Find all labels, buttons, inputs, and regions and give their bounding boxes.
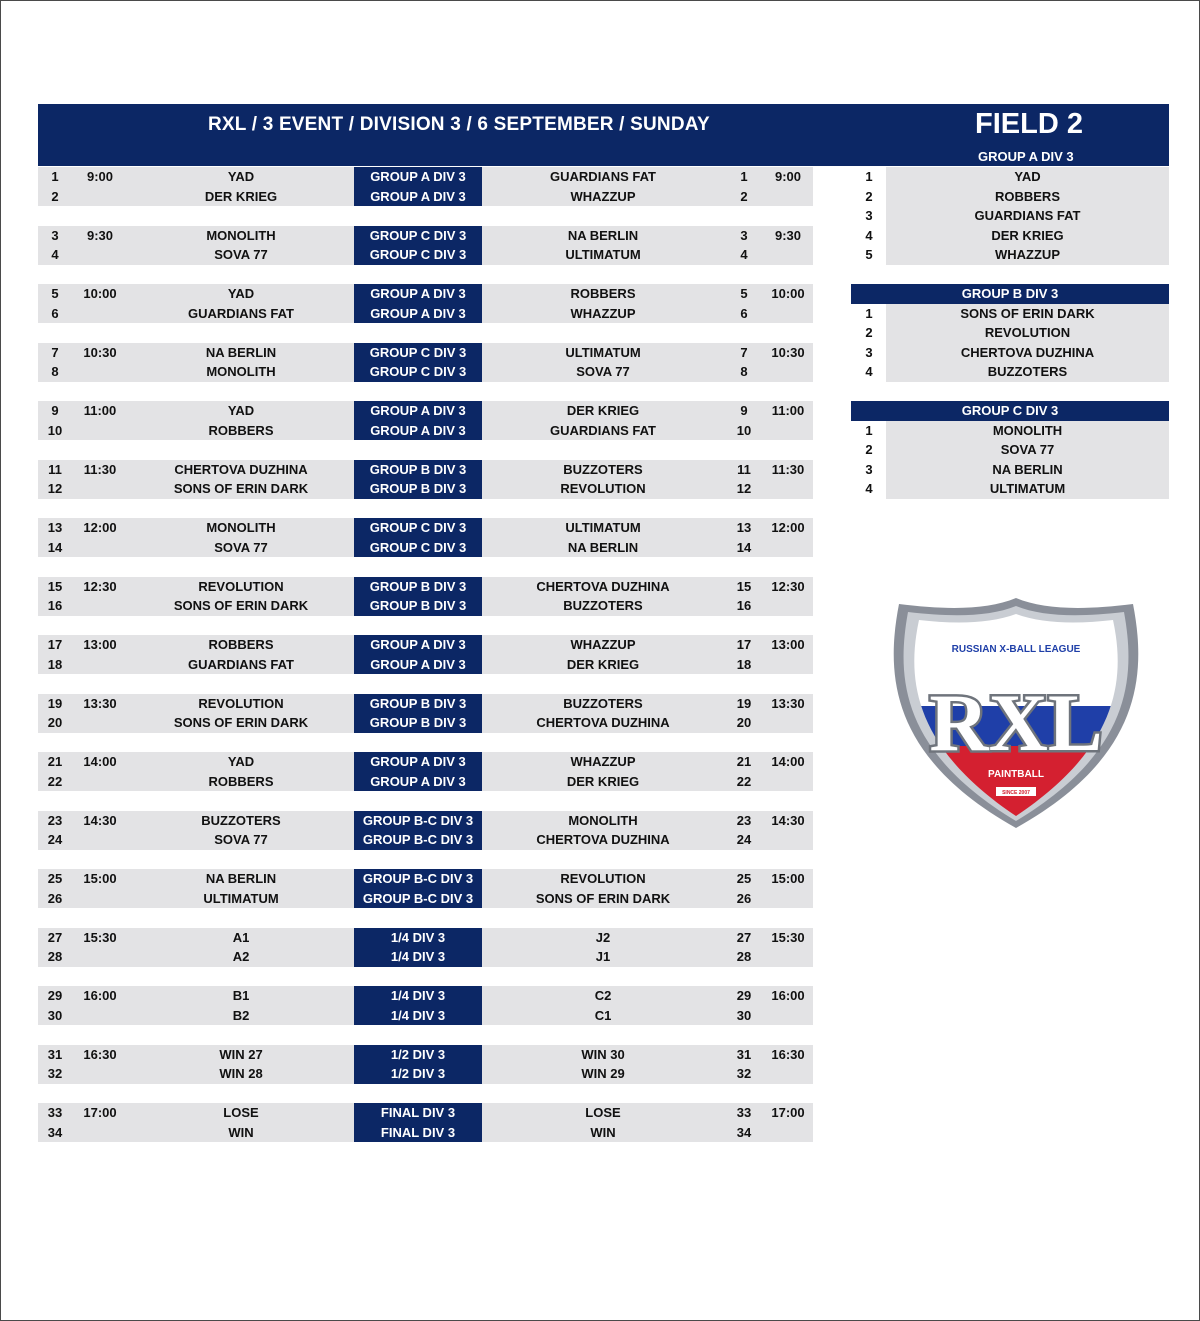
- schedule-header: [38, 104, 1169, 166]
- standing-team: SOVA 77: [886, 440, 1169, 460]
- team-left: GUARDIANS FAT: [188, 656, 294, 672]
- standing-team: WHAZZUP: [886, 245, 1169, 265]
- team-right: DER KRIEG: [566, 773, 640, 789]
- table-row: [38, 226, 813, 246]
- team-left: CHERTOVA DUZHINA: [174, 461, 308, 477]
- game-number-right: 6: [740, 305, 748, 321]
- group-label: GROUP A DIV 3: [354, 635, 482, 655]
- game-number: 2: [51, 188, 59, 204]
- table-row: [38, 538, 813, 558]
- game-time-right: 11:00: [771, 403, 805, 418]
- game-number-right: 4: [740, 247, 748, 262]
- standing-team: GUARDIANS FAT: [886, 206, 1169, 226]
- team-left: MONOLITH: [206, 227, 276, 243]
- game-number: 21: [47, 754, 63, 769]
- team-left: ROBBERS: [208, 422, 274, 438]
- standing-team: REVOLUTION: [886, 323, 1169, 343]
- list-item: [851, 362, 1169, 382]
- game-number-right: 10: [736, 422, 752, 438]
- team-right: DER KRIEG: [566, 656, 640, 672]
- logo-since-text: SINCE 2007: [1002, 790, 1030, 796]
- group-label: GROUP A DIV 3: [354, 304, 482, 324]
- team-left: SOVA 77: [214, 832, 268, 847]
- game-time: 12:00: [83, 520, 117, 535]
- group-c-header: GROUP C DIV 3: [851, 401, 1169, 421]
- standing-rank: 5: [865, 247, 873, 262]
- team-left: SOVA 77: [214, 539, 268, 555]
- team-left: YAD: [227, 754, 255, 769]
- game-time-right: 12:30: [771, 578, 805, 594]
- team-left: REVOLUTION: [198, 578, 284, 594]
- team-right: ROBBERS: [570, 286, 636, 301]
- game-number-right: 34: [736, 1124, 752, 1140]
- game-number-right: 18: [736, 656, 752, 672]
- game-number: 1: [51, 169, 59, 184]
- group-label: GROUP B DIV 3: [354, 479, 482, 499]
- group-label: GROUP B DIV 3: [354, 596, 482, 616]
- group-label: GROUP C DIV 3: [354, 538, 482, 558]
- team-left: LOSE: [223, 1105, 259, 1120]
- game-number-right: 22: [736, 773, 752, 789]
- game-number: 17: [47, 637, 63, 652]
- list-item: [851, 304, 1169, 324]
- group-label: GROUP C DIV 3: [354, 518, 482, 538]
- group-label: GROUP A DIV 3: [354, 421, 482, 441]
- team-right: CHERTOVA DUZHINA: [536, 715, 670, 730]
- game-time-right: 10:30: [771, 344, 805, 360]
- team-left: ROBBERS: [208, 773, 274, 789]
- team-left: NA BERLIN: [205, 871, 277, 886]
- table-row: [38, 1123, 813, 1143]
- team-left: B2: [232, 1007, 250, 1023]
- table-row: [38, 694, 813, 714]
- group-label: GROUP B-C DIV 3: [354, 889, 482, 909]
- game-time: 11:00: [83, 403, 117, 418]
- group-label: GROUP C DIV 3: [354, 245, 482, 265]
- table-row: [38, 1045, 813, 1065]
- game-number: 8: [51, 364, 59, 379]
- list-item: [851, 323, 1169, 343]
- team-left: REVOLUTION: [198, 695, 284, 711]
- game-time-right: 13:00: [771, 637, 805, 652]
- game-time: 17:00: [83, 1105, 117, 1120]
- game-number: 7: [51, 344, 59, 360]
- game-time-right: 15:00: [771, 871, 805, 886]
- group-label: GROUP C DIV 3: [354, 362, 482, 382]
- standing-rank: 1: [865, 169, 873, 184]
- group-label: FINAL DIV 3: [354, 1123, 482, 1143]
- game-number-right: 25: [736, 871, 752, 886]
- team-left: WIN: [228, 1124, 254, 1140]
- game-time: 13:00: [83, 637, 117, 652]
- table-row: [38, 1103, 813, 1123]
- game-number-right: 16: [736, 598, 752, 613]
- table-row: [38, 947, 813, 967]
- standing-rank: 3: [865, 208, 873, 223]
- table-row: [38, 635, 813, 655]
- game-number: 12: [47, 481, 63, 496]
- group-label: GROUP B-C DIV 3: [354, 811, 482, 831]
- table-row: [38, 1006, 813, 1026]
- team-left: GUARDIANS FAT: [188, 305, 294, 321]
- game-time: 15:00: [83, 871, 117, 886]
- table-row: [38, 401, 813, 421]
- game-time-right: 11:30: [771, 461, 805, 477]
- table-row: [38, 596, 813, 616]
- game-number-right: 23: [736, 812, 752, 828]
- game-number-right: 3: [740, 227, 748, 243]
- table-row: [38, 421, 813, 441]
- game-time-right: 17:00: [771, 1105, 805, 1120]
- table-row: [38, 986, 813, 1006]
- standing-team: BUZZOTERS: [886, 362, 1169, 382]
- standing-team: ROBBERS: [886, 187, 1169, 207]
- group-label: GROUP B DIV 3: [354, 577, 482, 597]
- table-row: [38, 460, 813, 480]
- team-right: MONOLITH: [568, 812, 638, 828]
- team-right: WHAZZUP: [570, 754, 636, 769]
- game-number: 26: [47, 890, 63, 906]
- team-left: B1: [232, 988, 250, 1003]
- game-time: 12:30: [83, 578, 117, 594]
- game-number: 32: [47, 1066, 63, 1081]
- game-number-right: 21: [736, 754, 752, 769]
- game-number: 4: [51, 247, 59, 262]
- group-a-header: GROUP A DIV 3: [978, 149, 1074, 164]
- game-time-right: 15:30: [771, 929, 805, 945]
- game-time-right: 10:00: [771, 286, 805, 301]
- game-number: 33: [47, 1105, 63, 1120]
- table-row: [38, 284, 813, 304]
- game-number-right: 5: [740, 286, 748, 301]
- group-label: 1/2 DIV 3: [354, 1045, 482, 1065]
- game-number: 19: [47, 695, 63, 711]
- game-number: 23: [47, 812, 63, 828]
- list-item: [851, 245, 1169, 265]
- standing-rank: 4: [865, 364, 873, 379]
- game-number-right: 28: [736, 949, 752, 964]
- rxl-logo: [893, 596, 1139, 828]
- game-time-right: 16:00: [771, 988, 805, 1003]
- table-row: [38, 1064, 813, 1084]
- game-number-right: 24: [736, 832, 752, 847]
- game-time-right: 9:30: [774, 227, 802, 243]
- game-number: 24: [47, 832, 63, 847]
- group-label: GROUP B-C DIV 3: [354, 830, 482, 850]
- table-row: [38, 245, 813, 265]
- game-time-right: 9:00: [774, 169, 802, 184]
- team-left: SONS OF ERIN DARK: [173, 598, 309, 613]
- game-time: 14:30: [83, 812, 117, 828]
- group-label: 1/2 DIV 3: [354, 1064, 482, 1084]
- team-right: REVOLUTION: [560, 481, 646, 496]
- group-label: GROUP A DIV 3: [354, 187, 482, 207]
- standing-team: NA BERLIN: [886, 460, 1169, 480]
- game-number-right: 26: [736, 890, 752, 906]
- team-right: GUARDIANS FAT: [550, 169, 656, 184]
- team-left: SONS OF ERIN DARK: [173, 481, 309, 496]
- game-number-right: 30: [736, 1007, 752, 1023]
- game-number: 11: [48, 461, 62, 477]
- game-number: 30: [47, 1007, 63, 1023]
- game-time: 13:30: [83, 695, 117, 711]
- group-label: GROUP B DIV 3: [354, 713, 482, 733]
- standing-rank: 2: [865, 442, 873, 457]
- team-left: NA BERLIN: [205, 344, 277, 360]
- team-right: NA BERLIN: [567, 227, 639, 243]
- team-right: BUZZOTERS: [563, 598, 643, 613]
- standing-rank: 2: [865, 188, 873, 204]
- game-number: 10: [47, 422, 63, 438]
- game-number: 20: [47, 715, 63, 730]
- group-label: GROUP A DIV 3: [354, 284, 482, 304]
- team-left: ROBBERS: [208, 637, 274, 652]
- game-number-right: 11: [737, 461, 751, 477]
- team-right: WHAZZUP: [570, 637, 636, 652]
- game-time: 11:30: [83, 461, 117, 477]
- group-label: GROUP A DIV 3: [354, 752, 482, 772]
- team-right: ULTIMATUM: [565, 247, 641, 262]
- group-label: 1/4 DIV 3: [354, 1006, 482, 1026]
- game-number: 29: [47, 988, 63, 1003]
- table-row: [38, 518, 813, 538]
- team-left: YAD: [227, 169, 255, 184]
- group-label: GROUP C DIV 3: [354, 226, 482, 246]
- team-right: WIN 30: [581, 1046, 625, 1062]
- standing-team: CHERTOVA DUZHINA: [886, 343, 1169, 363]
- game-number: 28: [47, 949, 63, 964]
- team-right: SOVA 77: [576, 364, 630, 379]
- game-number-right: 8: [740, 364, 748, 379]
- game-number-right: 14: [736, 539, 752, 555]
- game-number: 15: [47, 578, 63, 594]
- game-number: 6: [51, 305, 59, 321]
- group-label: 1/4 DIV 3: [354, 947, 482, 967]
- game-time-right: 14:30: [771, 812, 805, 828]
- team-left: WIN 28: [219, 1066, 263, 1081]
- group-label: FINAL DIV 3: [354, 1103, 482, 1123]
- game-number-right: 29: [736, 988, 752, 1003]
- team-right: WHAZZUP: [570, 305, 636, 321]
- group-label: GROUP A DIV 3: [354, 772, 482, 792]
- game-number-right: 13: [736, 520, 752, 535]
- team-right: J2: [595, 929, 611, 945]
- table-row: [38, 752, 813, 772]
- game-number-right: 2: [740, 188, 748, 204]
- team-right: CHERTOVA DUZHINA: [536, 578, 670, 594]
- list-item: [851, 187, 1169, 207]
- game-number: 25: [47, 871, 63, 886]
- list-item: [851, 343, 1169, 363]
- logo-top-text: RUSSIAN X-BALL LEAGUE: [951, 644, 1081, 655]
- game-number: 18: [47, 656, 63, 672]
- team-right: CHERTOVA DUZHINA: [536, 832, 670, 847]
- team-left: DER KRIEG: [204, 188, 278, 204]
- game-time: 10:00: [83, 286, 117, 301]
- table-row: [38, 889, 813, 909]
- game-number: 3: [51, 227, 59, 243]
- logo-bottom-text: PAINTBALL: [988, 769, 1044, 780]
- standing-team: MONOLITH: [886, 421, 1169, 441]
- group-label: GROUP A DIV 3: [354, 655, 482, 675]
- team-right: SONS OF ERIN DARK: [535, 890, 671, 906]
- team-right: J1: [595, 949, 611, 964]
- table-row: [38, 811, 813, 831]
- game-time: 10:30: [83, 344, 117, 360]
- game-number-right: 9: [740, 403, 748, 418]
- table-row: [38, 577, 813, 597]
- table-row: [38, 655, 813, 675]
- game-number: 34: [47, 1124, 63, 1140]
- table-row: [38, 928, 813, 948]
- game-time: 16:00: [83, 988, 117, 1003]
- group-label: GROUP C DIV 3: [354, 343, 482, 363]
- team-left: BUZZOTERS: [201, 812, 281, 828]
- table-row: [38, 167, 813, 187]
- team-right: C1: [594, 1007, 612, 1023]
- team-right: WHAZZUP: [570, 188, 636, 204]
- page-title: RXL / 3 EVENT / DIVISION 3 / 6 SEPTEMBER / SUNDAY: [208, 114, 710, 135]
- standing-rank: 2: [865, 325, 873, 340]
- table-row: [38, 772, 813, 792]
- team-left: SOVA 77: [214, 247, 268, 262]
- game-number-right: 33: [736, 1105, 752, 1120]
- game-number: 27: [47, 929, 63, 945]
- list-item: [851, 479, 1169, 499]
- table-row: [38, 187, 813, 207]
- team-left: A2: [232, 949, 250, 964]
- team-left: MONOLITH: [206, 364, 276, 379]
- standing-team: YAD: [886, 167, 1169, 187]
- team-left: YAD: [227, 286, 255, 301]
- group-label: 1/4 DIV 3: [354, 928, 482, 948]
- list-item: [851, 440, 1169, 460]
- team-left: ULTIMATUM: [203, 890, 279, 906]
- game-number: 16: [47, 598, 63, 613]
- game-time: 9:00: [86, 169, 114, 184]
- team-right: LOSE: [585, 1105, 621, 1120]
- game-number: 13: [47, 520, 63, 535]
- team-right: BUZZOTERS: [563, 695, 643, 711]
- standing-rank: 3: [865, 461, 873, 477]
- game-number-right: 27: [736, 929, 752, 945]
- team-right: ULTIMATUM: [565, 520, 641, 535]
- team-right: WIN: [590, 1124, 616, 1140]
- game-time: 16:30: [83, 1046, 117, 1062]
- group-label: GROUP B-C DIV 3: [354, 869, 482, 889]
- team-left: SONS OF ERIN DARK: [173, 715, 309, 730]
- game-number: 9: [51, 403, 59, 418]
- game-number-right: 1: [740, 169, 748, 184]
- table-row: [38, 479, 813, 499]
- game-number-right: 31: [736, 1046, 752, 1062]
- list-item: [851, 206, 1169, 226]
- team-left: YAD: [227, 403, 255, 418]
- game-time-right: 16:30: [771, 1046, 805, 1062]
- game-number: 5: [51, 286, 59, 301]
- game-time-right: 13:30: [771, 695, 805, 711]
- list-item: [851, 460, 1169, 480]
- team-right: BUZZOTERS: [563, 461, 643, 477]
- team-left: WIN 27: [219, 1046, 263, 1062]
- table-row: [38, 713, 813, 733]
- game-time-right: 14:00: [771, 754, 805, 769]
- standing-rank: 4: [865, 481, 873, 496]
- group-label: GROUP B DIV 3: [354, 460, 482, 480]
- standing-rank: 3: [865, 344, 873, 360]
- team-right: NA BERLIN: [567, 539, 639, 555]
- game-time-right: 12:00: [771, 520, 805, 535]
- group-label: GROUP B DIV 3: [354, 694, 482, 714]
- team-right: WIN 29: [581, 1066, 625, 1081]
- team-right: DER KRIEG: [566, 403, 640, 418]
- game-time: 9:30: [86, 227, 114, 243]
- standing-team: SONS OF ERIN DARK: [886, 304, 1169, 324]
- game-number-right: 19: [736, 695, 752, 711]
- team-right: C2: [594, 988, 612, 1003]
- game-number: 22: [47, 773, 63, 789]
- table-row: [38, 362, 813, 382]
- table-row: [38, 830, 813, 850]
- logo-main-text: RXL: [929, 677, 1103, 768]
- team-left: A1: [232, 929, 250, 945]
- game-number-right: 32: [736, 1066, 752, 1081]
- standing-team: ULTIMATUM: [886, 479, 1169, 499]
- game-number-right: 7: [740, 344, 748, 360]
- table-row: [38, 343, 813, 363]
- table-row: [38, 304, 813, 324]
- team-right: ULTIMATUM: [565, 344, 641, 360]
- standing-rank: 1: [865, 305, 873, 321]
- game-time: 14:00: [83, 754, 117, 769]
- game-number: 31: [47, 1046, 63, 1062]
- list-item: [851, 421, 1169, 441]
- standing-team: DER KRIEG: [886, 226, 1169, 246]
- game-number-right: 12: [736, 481, 752, 496]
- game-number: 14: [47, 539, 63, 555]
- group-b-header: GROUP B DIV 3: [851, 284, 1169, 304]
- field-title: FIELD 2: [975, 108, 1083, 140]
- list-item: [851, 226, 1169, 246]
- game-number-right: 15: [736, 578, 752, 594]
- team-left: MONOLITH: [206, 520, 276, 535]
- group-label: GROUP A DIV 3: [354, 401, 482, 421]
- standing-rank: 4: [865, 227, 873, 243]
- group-label: GROUP A DIV 3: [354, 167, 482, 187]
- standing-rank: 1: [865, 422, 873, 438]
- team-right: GUARDIANS FAT: [550, 422, 656, 438]
- list-item: [851, 167, 1169, 187]
- group-label: 1/4 DIV 3: [354, 986, 482, 1006]
- game-time: 15:30: [83, 929, 117, 945]
- team-right: REVOLUTION: [560, 871, 646, 886]
- game-number-right: 17: [736, 637, 752, 652]
- table-row: [38, 869, 813, 889]
- game-number-right: 20: [736, 715, 752, 730]
